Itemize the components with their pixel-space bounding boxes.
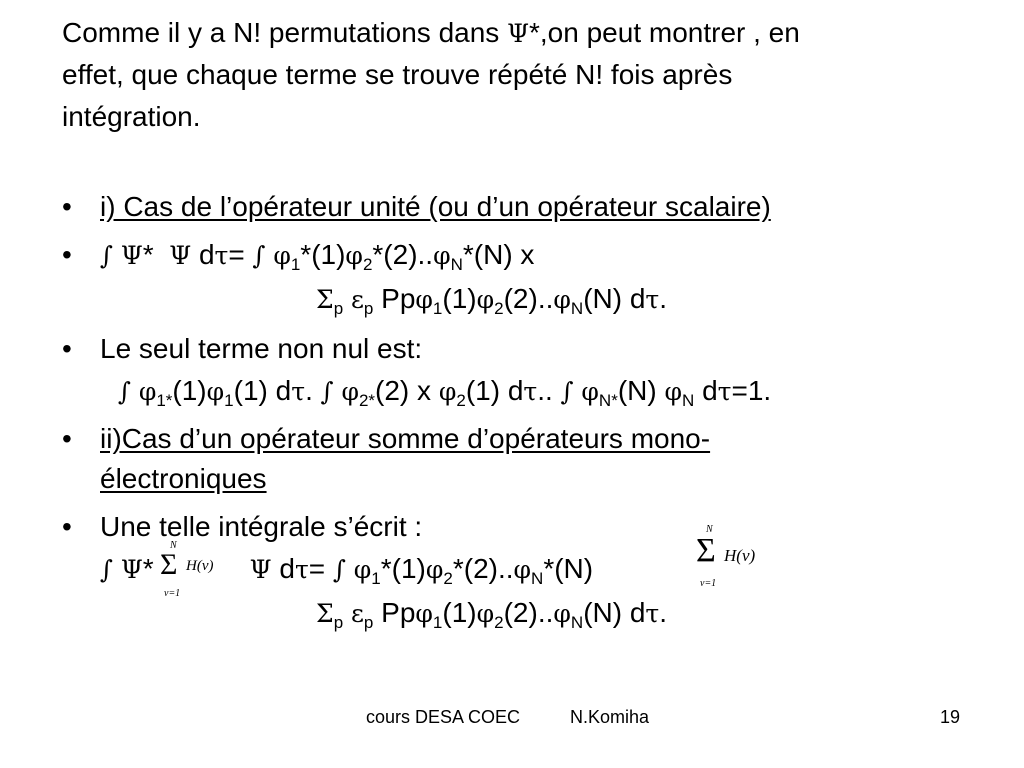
formula-nonzero-term <box>118 374 771 409</box>
dots: .. <box>537 283 554 314</box>
sigma-symbol: Σ <box>316 285 334 314</box>
d: d <box>198 239 215 270</box>
d: d <box>702 375 718 406</box>
permutation-operator: Pp <box>381 283 416 314</box>
phi-symbol: φ <box>415 599 433 628</box>
paren: ) <box>749 546 756 565</box>
intro-line-3: intégration. <box>62 101 201 132</box>
tau-symbol: τ <box>214 241 229 270</box>
sum-sigma: Σ <box>696 532 716 569</box>
footer-author: N.Komiha <box>570 707 650 727</box>
subscript: N <box>531 569 544 588</box>
arg: *(2).. <box>372 239 434 270</box>
footer-course: cours DESA COEC <box>366 707 521 727</box>
arg: (1) <box>442 597 477 628</box>
arg: (2) <box>375 375 410 406</box>
sum-upper-limit: N <box>706 524 713 535</box>
epsilon-symbol: ε <box>350 599 364 628</box>
phi-symbol: φ <box>206 377 225 406</box>
epsilon-symbol: ε <box>350 285 364 314</box>
arg: (1) <box>172 375 207 406</box>
subscript: N <box>682 391 695 410</box>
arg: (2) <box>503 597 538 628</box>
d: d <box>275 375 292 406</box>
times: x <box>409 375 432 406</box>
h-letter: H <box>724 546 737 565</box>
subscript: 1 <box>371 569 381 588</box>
tau-symbol: τ <box>291 377 306 406</box>
phi-symbol: φ <box>425 555 444 584</box>
sum-lower-limit: ν=1 <box>700 578 717 589</box>
integral-symbol: ∫ <box>332 555 346 584</box>
integral-symbol: ∫ <box>560 377 574 406</box>
subscript: 1* <box>156 391 173 410</box>
psi-symbol: Ψ <box>507 19 529 48</box>
heading-monoelectronic-sum-line2: électroniques <box>100 463 267 494</box>
subscript: 1 <box>290 255 301 274</box>
subscript: 2 <box>362 255 373 274</box>
subscript: 2 <box>456 391 466 410</box>
subscript: N <box>570 613 584 632</box>
period: . <box>305 375 313 406</box>
equals: = <box>228 239 245 270</box>
subscript: 1 <box>224 391 234 410</box>
subscript: 2* <box>358 391 376 410</box>
sigma-symbol: Σ <box>316 599 334 628</box>
phi-symbol: φ <box>438 377 457 406</box>
subscript: N* <box>598 391 618 410</box>
bullet-marker: • <box>62 333 72 364</box>
psi-symbol: Ψ <box>249 555 272 584</box>
paren: ( <box>736 546 742 565</box>
psi-symbol: Ψ <box>169 241 192 270</box>
bullet-marker: • <box>62 423 72 454</box>
tau-symbol: τ <box>717 377 732 406</box>
subscript: 1 <box>432 299 443 318</box>
period: . <box>659 597 668 628</box>
integral-symbol: ∫ <box>100 555 114 584</box>
dots: .. <box>537 375 553 406</box>
phi-symbol: φ <box>345 241 363 270</box>
subscript: 1 <box>432 613 443 632</box>
paren: ( <box>196 558 202 574</box>
sum-sigma: Σ <box>160 548 178 581</box>
tau-symbol: τ <box>294 555 309 584</box>
sum-operator-inline <box>156 540 246 600</box>
footer-page-number: 19 <box>940 707 961 727</box>
formula-permutation-sum-1 <box>316 282 667 317</box>
d: d <box>629 597 646 628</box>
intro-text-b: *,on peut montrer , en <box>529 17 800 48</box>
phi-symbol: φ <box>581 377 599 406</box>
phi-symbol: φ <box>476 599 495 628</box>
h-of-nu <box>724 546 755 566</box>
subscript: N <box>450 255 463 274</box>
equals-one: =1. <box>731 375 772 406</box>
integral-symbol: ∫ <box>320 377 334 406</box>
h-letter: H <box>186 558 197 574</box>
subscript: 2 <box>494 299 504 318</box>
phi-symbol: φ <box>138 377 157 406</box>
d: d <box>279 553 295 584</box>
phi-symbol: φ <box>433 241 451 270</box>
heading-monoelectronic-sum-line1: ii)Cas d’un opérateur somme d’opérateurs mono- <box>100 423 711 454</box>
subscript: N <box>570 299 584 318</box>
subscript: p <box>333 613 344 632</box>
phi-symbol: φ <box>664 377 682 406</box>
permutation-operator: Pp <box>381 597 416 628</box>
arg: *(2).. <box>452 553 514 584</box>
phi-symbol: φ <box>476 285 495 314</box>
arg: (N) <box>617 375 657 406</box>
formula-unit-operator <box>100 238 534 273</box>
sum-upper-limit: N <box>170 540 177 551</box>
psi-symbol: Ψ <box>120 241 143 270</box>
integral-symbol: ∫ <box>100 241 114 270</box>
tau-symbol: τ <box>645 599 660 628</box>
d: d <box>507 375 524 406</box>
bullet-marker: • <box>62 511 72 542</box>
intro-text-a: Comme il y a N! permutations dans <box>62 17 508 48</box>
arg: *(N) <box>462 239 513 270</box>
phi-symbol: φ <box>513 555 532 584</box>
tau-symbol: τ <box>523 377 538 406</box>
arg: *(1) <box>300 239 346 270</box>
arg: (N) <box>583 283 623 314</box>
paren: ) <box>208 558 214 574</box>
integral-symbol: ∫ <box>252 241 266 270</box>
nu: ν <box>201 558 209 574</box>
subscript: p <box>333 299 344 318</box>
subscript: 2 <box>443 569 453 588</box>
integral-symbol: ∫ <box>118 377 132 406</box>
psi-symbol: Ψ <box>120 555 143 584</box>
tau-symbol: τ <box>645 285 660 314</box>
arg: *(1) <box>380 553 426 584</box>
times: x <box>512 239 535 270</box>
equals: = <box>308 553 326 584</box>
intro-line-2: effet, que chaque terme se trouve répété N! fois après <box>62 59 733 90</box>
period: . <box>659 283 668 314</box>
arg: (2) <box>503 283 538 314</box>
subscript: p <box>363 613 374 632</box>
bullet-marker: • <box>62 239 72 270</box>
dots: .. <box>537 597 554 628</box>
subscript: 2 <box>494 613 504 632</box>
phi-symbol: φ <box>553 285 571 314</box>
only-nonzero-term-text: Le seul terme non nul est: <box>100 333 423 364</box>
intro-line-1 <box>62 16 800 51</box>
arg: (N) <box>583 597 623 628</box>
arg: (1) <box>233 375 268 406</box>
phi-symbol: φ <box>273 241 291 270</box>
arg: *(N) <box>543 553 594 584</box>
heading-scalar-operator: i) Cas de l’opérateur unité (ou d’un opérateur scalaire) <box>100 191 771 222</box>
star: * <box>142 239 154 270</box>
sum-operator-right <box>690 524 790 592</box>
phi-symbol: φ <box>353 555 372 584</box>
nu: ν <box>741 546 750 565</box>
integral-written-text: Une telle intégrale s’écrit : <box>100 511 423 542</box>
d: d <box>629 283 646 314</box>
h-of-nu <box>186 558 214 575</box>
formula-permutation-sum-2 <box>316 596 667 631</box>
phi-symbol: φ <box>341 377 359 406</box>
phi-symbol: φ <box>553 599 571 628</box>
arg: (1) <box>442 283 477 314</box>
arg: (1) <box>465 375 501 406</box>
star: * <box>142 553 154 584</box>
phi-symbol: φ <box>415 285 433 314</box>
bullet-marker: • <box>62 191 72 222</box>
subscript: p <box>363 299 374 318</box>
sum-lower-limit: ν=1 <box>164 588 181 599</box>
